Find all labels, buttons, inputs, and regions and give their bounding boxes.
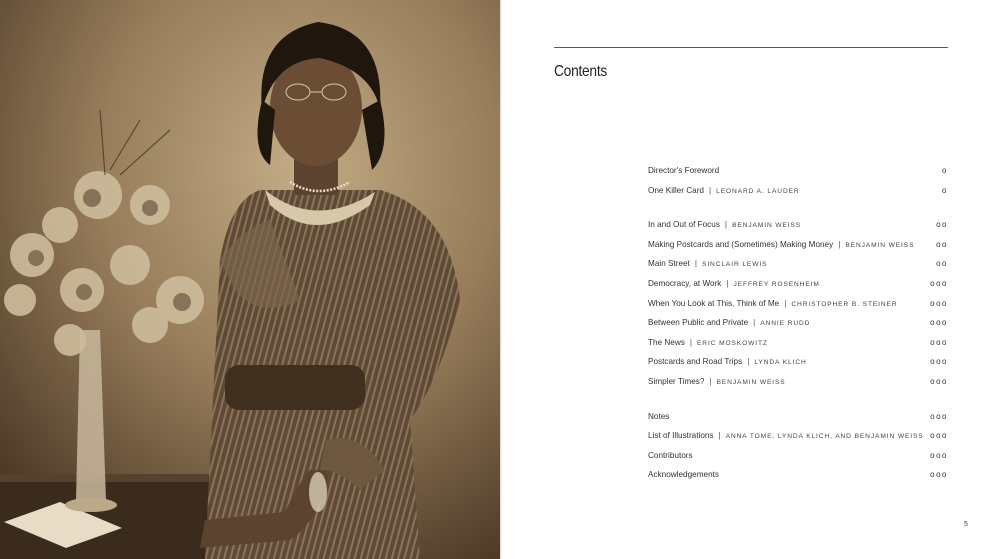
toc-entry-title: Acknowledgements [648, 470, 719, 480]
toc-entry-text [648, 186, 800, 195]
toc-entry-page: ooo [930, 470, 948, 480]
toc-entry-page: ooo [930, 431, 948, 441]
toc-entry[interactable] [648, 299, 948, 319]
contents-page [502, 0, 1000, 559]
toc-entry-text [648, 412, 669, 421]
toc-entry-title: The News [648, 337, 685, 347]
toc-entry-author: ANNA TOME, LYNDA KLICH, AND BENJAMIN WEISS [725, 433, 924, 441]
toc-entry[interactable] [648, 377, 948, 397]
toc-entry-text [648, 220, 801, 229]
toc-entry-title: Main Street [648, 259, 690, 269]
toc-entry-author: JEFFREY ROSENHEIM [733, 280, 820, 288]
toc-entry-title: When You Look at This, Think of Me [648, 298, 780, 308]
toc-separator: | [784, 298, 787, 308]
toc-entry-title: Between Public and Private [648, 318, 749, 328]
toc-entry-text [648, 279, 820, 288]
toc-group [648, 412, 948, 490]
toc-separator: | [718, 431, 721, 441]
toc-entry-page: ooo [930, 357, 948, 367]
toc-entry-text [648, 451, 693, 460]
toc-entry-text [648, 318, 810, 327]
toc-entry-author: BENJAMIN WEISS [732, 222, 802, 230]
toc-entry-page: o [942, 166, 948, 175]
toc-entry-page: ooo [930, 450, 948, 460]
toc-entry[interactable] [648, 431, 948, 451]
toc-entry-page: ooo [930, 376, 948, 386]
toc-entry[interactable] [648, 240, 948, 260]
toc-separator: | [838, 239, 841, 249]
toc-entry-author: SINCLAIR LEWIS [702, 261, 768, 269]
toc-entry-author: LEONARD A. LAUDER [716, 187, 800, 195]
toc-entry-page: ooo [930, 278, 948, 288]
toc-group [648, 166, 948, 205]
toc-separator: | [694, 259, 698, 269]
toc-separator: | [726, 278, 729, 288]
toc-entry[interactable] [648, 451, 948, 471]
toc-separator: | [724, 220, 728, 230]
toc-entry-text [648, 166, 719, 175]
toc-entry-title: List of Illustrations [648, 431, 714, 441]
toc-entry-author: LYNDA KLICH [754, 359, 807, 367]
toc-entry-page: oo [936, 220, 948, 230]
toc-entry-page: ooo [930, 298, 948, 308]
toc-entry-title: Contributors [648, 450, 693, 460]
toc-separator: | [747, 357, 750, 367]
toc-entry-text [648, 357, 807, 366]
toc-entry[interactable] [648, 279, 948, 299]
toc-entry-title: One Killer Card [648, 185, 704, 195]
toc-entry-page: o [942, 185, 948, 195]
toc-entry[interactable] [648, 259, 948, 279]
page-number: 5 [964, 521, 968, 528]
toc-entry-text [648, 338, 768, 347]
toc-entry-text [648, 377, 786, 386]
toc-entry-title: Director's Foreword [648, 166, 720, 175]
toc-entry-title: Postcards and Road Trips [648, 357, 743, 367]
toc-entry[interactable] [648, 318, 948, 338]
toc-entry-text [648, 259, 767, 268]
toc-entry-page: oo [936, 259, 948, 269]
toc-entry-text [648, 299, 898, 308]
toc-separator: | [753, 318, 756, 328]
toc-entry-page: ooo [930, 318, 948, 328]
toc-group [648, 220, 948, 396]
toc-entry-title: Democracy, at Work [648, 278, 722, 288]
toc-entry-title: In and Out of Focus [648, 220, 720, 230]
toc-entry-text [648, 470, 719, 479]
toc-entry-author: CHRISTOPHER B. STEINER [791, 300, 898, 308]
toc-separator: | [689, 337, 692, 347]
toc-entry[interactable] [648, 166, 948, 186]
toc-entry-page: ooo [930, 337, 948, 347]
toc-entry-title: Simpler Times? [648, 376, 705, 386]
toc-entry-author: ANNIE RUDD [760, 320, 811, 328]
toc-entry-author: BENJAMIN WEISS [845, 241, 915, 249]
toc-entry-author: BENJAMIN WEISS [716, 378, 786, 386]
toc-entry[interactable] [648, 470, 948, 490]
top-rule [554, 47, 948, 48]
toc-entry-title: Notes [648, 411, 670, 421]
toc-entry-page: ooo [930, 411, 948, 421]
toc-entry[interactable] [648, 186, 948, 206]
toc-entry-page: oo [936, 239, 948, 249]
toc-entry-title: Making Postcards and (Sometimes) Making Money [648, 239, 834, 249]
toc-entry-author: ERIC MOSKOWITZ [697, 339, 768, 347]
toc-separator: | [708, 185, 712, 195]
toc-entry[interactable] [648, 338, 948, 358]
toc-entry[interactable] [648, 357, 948, 377]
toc-entry-text [648, 240, 914, 249]
toc-entry[interactable] [648, 412, 948, 432]
toc-separator: | [709, 376, 712, 386]
toc-entry-text [648, 431, 924, 440]
contents-heading: Contents [554, 63, 608, 80]
table-of-contents [648, 166, 948, 505]
toc-entry[interactable] [648, 220, 948, 240]
